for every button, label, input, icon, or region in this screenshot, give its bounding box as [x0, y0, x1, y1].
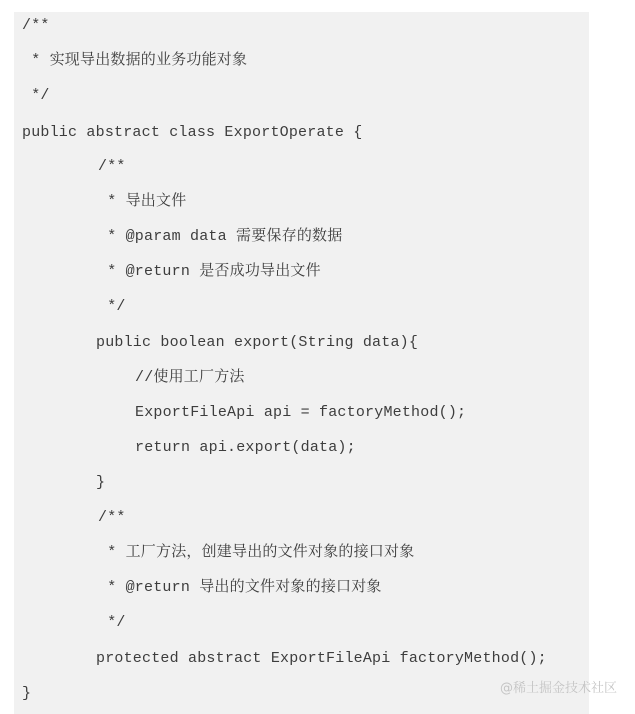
code-line-14: }: [96, 474, 106, 491]
code-line-2: * 实现导出数据的业务功能对象: [22, 52, 248, 69]
code-line-15: /**: [98, 509, 126, 526]
code-block: [14, 12, 589, 714]
code-line-10: public boolean export(String data){: [96, 334, 419, 351]
code-line-11: //使用工厂方法: [135, 369, 245, 386]
code-line-5: /**: [98, 158, 126, 175]
code-line-9: */: [98, 298, 126, 315]
code-line-1: /**: [22, 17, 50, 34]
code-line-20: }: [22, 685, 32, 702]
code-line-7: * @param data 需要保存的数据: [98, 228, 343, 245]
code-line-18: */: [98, 614, 126, 631]
code-line-19: protected abstract ExportFileApi factoryMethod();: [96, 650, 547, 667]
code-line-12: ExportFileApi api = factoryMethod();: [135, 404, 467, 421]
code-line-16: * 工厂方法，创建导出的文件对象的接口对象: [98, 544, 415, 561]
code-line-8: * @return 是否成功导出文件: [98, 263, 321, 280]
code-line-4: public abstract class ExportOperate {: [22, 124, 363, 141]
code-line-6: * 导出文件: [98, 193, 187, 210]
code-line-3: */: [22, 87, 50, 104]
code-line-13: return api.export(data);: [135, 439, 356, 456]
watermark: @稀土掘金技术社区: [499, 681, 617, 696]
code-line-17: * @return 导出的文件对象的接口对象: [98, 579, 382, 596]
